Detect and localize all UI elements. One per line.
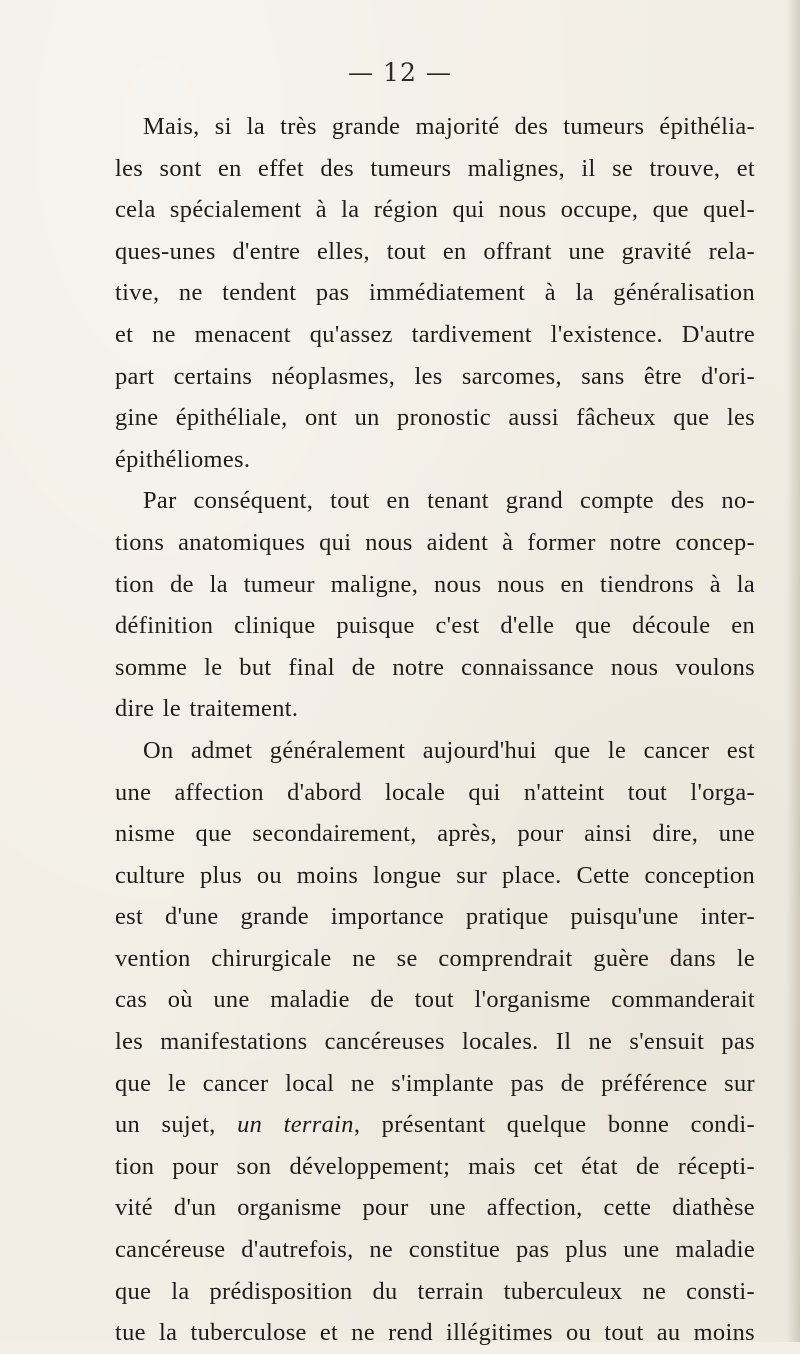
text-line: tion pour son développement; mais cet état de récepti- xyxy=(115,1152,755,1180)
text-line: On admet généralement aujourd'hui que le cancer est xyxy=(143,736,755,764)
page-edge-shadow xyxy=(786,0,800,1342)
text-line: culture plus ou moins longue sur place. Cette conception xyxy=(115,861,755,889)
text-line: gine épithéliale, ont un pronostic aussi fâcheux que les xyxy=(115,404,755,432)
text-line: tue la tuberculose et ne rend illégitimes ou tout au moins xyxy=(115,1319,755,1347)
text-line: cancéreuse d'autrefois, ne constitue pas plus une maladie xyxy=(115,1236,755,1264)
text-line: vention chirurgicale ne se comprendrait guère dans le xyxy=(115,944,755,972)
text-line-with-italic xyxy=(115,1104,755,1146)
text-line: épithéliomes. xyxy=(115,445,251,473)
text-line: part certains néoplasmes, les sarcomes, sans être d'ori- xyxy=(115,362,755,390)
text-line: dire le traitement. xyxy=(115,695,299,723)
text-line: que la prédisposition du terrain tuberculeux ne consti- xyxy=(115,1277,755,1305)
body-text xyxy=(115,106,755,1354)
text-line: vité d'un organisme pour une affection, cette diathèse xyxy=(115,1194,755,1222)
text-line: tions anatomiques qui nous aident à former notre concep- xyxy=(115,528,755,556)
page-number: — 12 — xyxy=(348,58,452,87)
text-line: ques-unes d'entre elles, tout en offrant une gravité rela- xyxy=(115,237,755,265)
text-line: les manifestations cancéreuses locales. Il ne s'ensuit pas xyxy=(115,1028,755,1056)
text-line: tion de la tumeur maligne, nous nous en tiendrons à la xyxy=(115,570,755,598)
text-line: somme le but final de notre connaissance nous voulons xyxy=(115,653,755,681)
text-line: est d'une grande importance pratique puisqu'une inter- xyxy=(115,903,755,931)
text-line: Mais, si la très grande majorité des tumeurs épithélia- xyxy=(143,113,755,140)
text-line: les sont en effet des tumeurs malignes, il se trouve, et xyxy=(115,154,755,182)
text-line: et ne menacent qu'assez tardivement l'existence. D'autre xyxy=(115,320,755,348)
text-line: définition clinique puisque c'est d'elle que découle en xyxy=(115,612,755,640)
text-line: nisme que secondairement, après, pour ainsi dire, une xyxy=(115,820,755,848)
text-line: Par conséquent, tout en tenant grand compte des no- xyxy=(143,487,755,515)
text-line: tive, ne tendent pas immédiatement à la généralisation xyxy=(115,279,755,307)
text-line: cas où une maladie de tout l'organisme commanderait xyxy=(115,986,755,1014)
text-line: cela spécialement à la région qui nous occupe, que quel- xyxy=(115,196,755,224)
text-line: une affection d'abord locale qui n'atteint tout l'orga- xyxy=(115,778,755,806)
text-segment: , présentant quelque bonne condi- xyxy=(353,1111,755,1139)
italic-term: un terrain xyxy=(237,1111,354,1139)
text-line: que le cancer local ne s'implante pas de préférence sur xyxy=(115,1069,755,1097)
text-segment: un sujet, xyxy=(115,1111,238,1139)
